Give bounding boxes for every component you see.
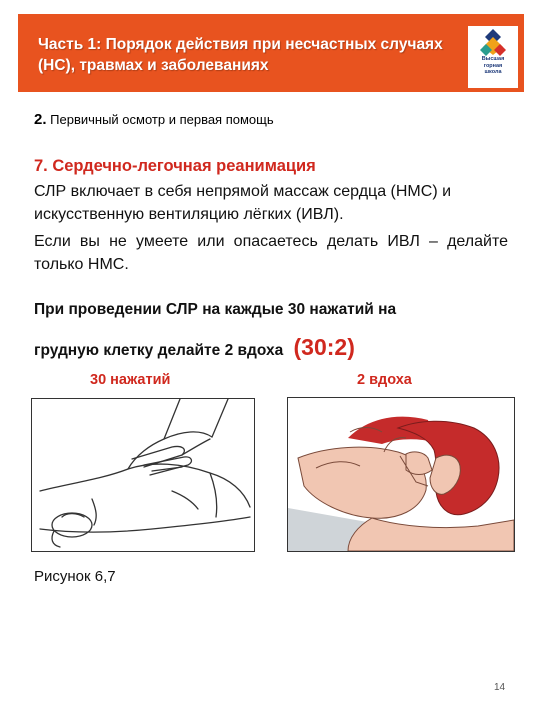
chest-compression-illustration	[31, 398, 255, 552]
paragraph-compressions-only: Если вы не умеете или опасаетесь делать ИВЛ – делайте только НМС.	[34, 233, 508, 273]
instruction-line-2	[34, 334, 355, 361]
page-number: 14	[494, 682, 506, 693]
ratio-label: (30:2)	[293, 334, 355, 360]
section-title: 7. Сердечно-легочная реанимация	[34, 157, 316, 175]
paragraph-cpr-definition: СЛР включает в себя непрямой массаж сердца (НМС) и искусственную вентиляцию лёгких (ИВЛ).	[34, 183, 452, 223]
chest-compression-drawing	[32, 399, 254, 551]
subheading	[34, 111, 274, 128]
subheading-number: 2.	[34, 111, 47, 128]
header-title: Часть 1: Порядок действия при несчастных случаях (НС), травмах и заболеваниях	[38, 36, 443, 74]
logo-mark-icon	[476, 28, 510, 56]
logo-text: Высшая горная школа	[481, 56, 505, 75]
school-logo	[468, 26, 518, 88]
figure-caption: Рисунок 6,7	[34, 568, 116, 585]
figure-left-caption: 30 нажатий	[90, 372, 171, 388]
instruction-line-1: При проведении СЛР на каждые 30 нажатий на	[34, 301, 397, 318]
header-banner	[18, 14, 524, 92]
instruction-line-2-text: грудную клетку делайте 2 вдоха	[34, 342, 284, 359]
subheading-text: Первичный осмотр и первая помощь	[50, 112, 274, 127]
rescue-breath-drawing	[288, 398, 514, 551]
figure-right-caption: 2 вдоха	[357, 372, 412, 388]
rescue-breath-illustration	[287, 397, 515, 552]
